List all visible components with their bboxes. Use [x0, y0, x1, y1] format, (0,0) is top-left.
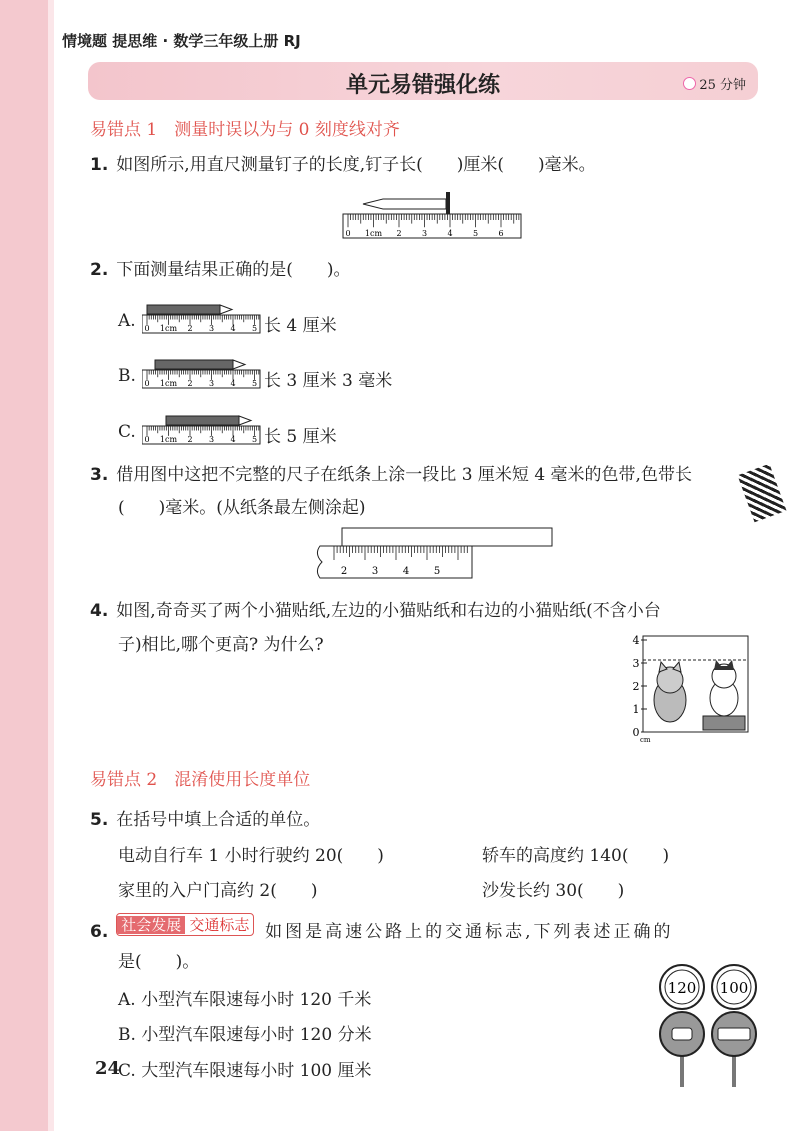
fill-item: 电动自行车 1 小时行驶约 20( )	[118, 846, 384, 866]
question-number: 5.	[90, 810, 109, 830]
ruler-with-pencil-figure	[142, 303, 267, 335]
ruler-tick-label: 5	[472, 229, 479, 238]
ruler-tick-label: 3	[371, 566, 379, 577]
unit-label: cm	[640, 736, 651, 744]
page-margin-strip	[0, 0, 48, 1131]
topic-tag	[116, 913, 254, 936]
traffic-signs-figure	[658, 962, 758, 1087]
nail-icon	[363, 192, 450, 214]
scale-label: 3	[632, 657, 640, 670]
svg-text:100: 100	[719, 979, 749, 997]
option-c	[118, 422, 136, 442]
ruler-tick-label: 3	[208, 379, 215, 388]
qr-code	[737, 464, 786, 523]
scale-label: 4	[632, 634, 640, 647]
scale-label: 0	[632, 726, 640, 739]
ruler-tick-label: 0	[345, 229, 351, 238]
question-text: 如图是高速公路上的交通标志,下列表述正确的	[265, 922, 674, 942]
pencil-icon	[166, 416, 251, 425]
option-text: 长 4 厘米	[264, 316, 337, 336]
question-text: 下面测量结果正确的是( )。	[116, 260, 351, 280]
ruler-tick-label: 4	[402, 566, 410, 577]
question-text: 借用图中这把不完整的尺子在纸条上涂一段比 3 厘米短 4 毫米的色带,色带长	[116, 465, 692, 485]
question-4-line-2: 子)相比,哪个更高? 为什么?	[118, 635, 324, 655]
option-key: C.	[118, 422, 136, 442]
ruler-tick-label: 3	[208, 435, 215, 444]
ruler-tick-label: 1cm	[364, 229, 383, 238]
page-margin-strip-light	[48, 0, 54, 1131]
ruler-tick-label: 2	[187, 324, 193, 333]
tag-social: 社会发展	[117, 916, 185, 934]
ruler-tick-label: 2	[187, 435, 193, 444]
ruler-tick-label: 1cm	[159, 324, 178, 333]
tag-traffic: 交通标志	[189, 916, 250, 934]
fill-item: 沙发长约 30( )	[482, 881, 625, 901]
ruler-tick-label: 0	[144, 379, 150, 388]
question-3	[90, 460, 692, 485]
cat-stickers-figure	[628, 632, 753, 744]
paper-strip	[342, 528, 552, 546]
clock-icon	[683, 77, 696, 90]
svg-text:120: 120	[667, 979, 697, 997]
option-c: C. 大型汽车限速每小时 100 厘米	[118, 1061, 372, 1081]
question-5	[90, 805, 320, 830]
ruler-tick-label: 6	[498, 229, 504, 238]
speed-sign-100	[712, 965, 756, 1009]
ruler-tick-label: 4	[230, 435, 236, 444]
question-text: 如图所示,用直尺测量钉子的长度,钉子长( )厘米( )毫米。	[116, 155, 596, 175]
scale-label: 1	[632, 703, 640, 716]
option-text: 长 3 厘米 3 毫米	[264, 371, 393, 391]
bus-sign-icon	[712, 1012, 756, 1056]
section-heading-1: 易错点 1 测量时误以为与 0 刻度线对齐	[90, 120, 400, 140]
time-limit	[683, 74, 746, 93]
ruler-tick-label: 2	[187, 379, 193, 388]
question-number: 4.	[90, 601, 109, 621]
question-1	[90, 150, 596, 175]
ruler-tick-label: 0	[144, 324, 150, 333]
ruler-with-pencil-figure	[142, 358, 267, 390]
title-banner	[88, 62, 758, 100]
option-b: B. 小型汽车限速每小时 120 分米	[118, 1025, 372, 1045]
ruler-tick-label: 3	[208, 324, 215, 333]
pencil-icon	[147, 305, 232, 314]
ruler-tick-label: 5	[433, 566, 441, 577]
ruler-tick-label: 4	[230, 324, 236, 333]
fill-item: 家里的入户门高约 2( )	[118, 881, 318, 901]
ruler-tick-label: 2	[340, 566, 348, 577]
question-number: 1.	[90, 155, 109, 175]
ruler-tick-label: 5	[251, 435, 258, 444]
question-number: 3.	[90, 465, 109, 485]
page-number: 24	[95, 1058, 121, 1079]
ruler-tick-label: 1cm	[159, 379, 178, 388]
ruler-tick-label: 4	[447, 229, 453, 238]
page-title: 单元易错强化练	[345, 73, 500, 98]
question-number: 2.	[90, 260, 109, 280]
option-key: B.	[118, 366, 136, 386]
ruler-tick-label: 4	[230, 379, 236, 388]
question-3-line-2: ( )毫米。(从纸条最左侧涂起)	[118, 498, 366, 518]
ruler-with-pencil-figure	[142, 414, 267, 446]
option-a: A. 小型汽车限速每小时 120 千米	[118, 990, 372, 1010]
question-text: 在括号中填上合适的单位。	[116, 810, 321, 830]
ruler-tick-label: 1cm	[159, 435, 178, 444]
scale-label: 2	[632, 680, 640, 693]
time-label: 25 分钟	[699, 78, 746, 93]
question-number: 6.	[90, 922, 109, 942]
question-text: 如图,奇奇买了两个小猫贴纸,左边的小猫贴纸和右边的小猫贴纸(不含小台	[116, 601, 661, 621]
fill-item: 轿车的高度约 140( )	[482, 846, 670, 866]
question-2	[90, 255, 351, 280]
ruler-tick-label: 5	[251, 379, 258, 388]
question-6-line-2: 是( )。	[118, 952, 200, 972]
ruler-tick-label: 3	[421, 229, 428, 238]
option-text: 长 5 厘米	[264, 427, 337, 447]
ruler-tick-label: 2	[396, 229, 402, 238]
option-a	[118, 311, 136, 331]
question-4	[90, 596, 661, 621]
car-sign-icon	[660, 1012, 704, 1056]
ruler-tick-label: 0	[144, 435, 150, 444]
left-cat-icon	[654, 662, 686, 722]
question-6	[90, 913, 674, 942]
ruler-with-nail-figure	[338, 188, 528, 242]
section-heading-2: 易错点 2 混淆使用长度单位	[90, 770, 311, 790]
ruler-tick-label: 5	[251, 324, 258, 333]
broken-ruler-figure	[312, 526, 557, 584]
option-b	[118, 366, 136, 386]
book-header: 情境题 提思维 · 数学三年级上册 RJ	[62, 32, 301, 50]
option-key: A.	[118, 311, 136, 331]
pencil-icon	[155, 360, 245, 369]
speed-sign-120	[660, 965, 704, 1009]
